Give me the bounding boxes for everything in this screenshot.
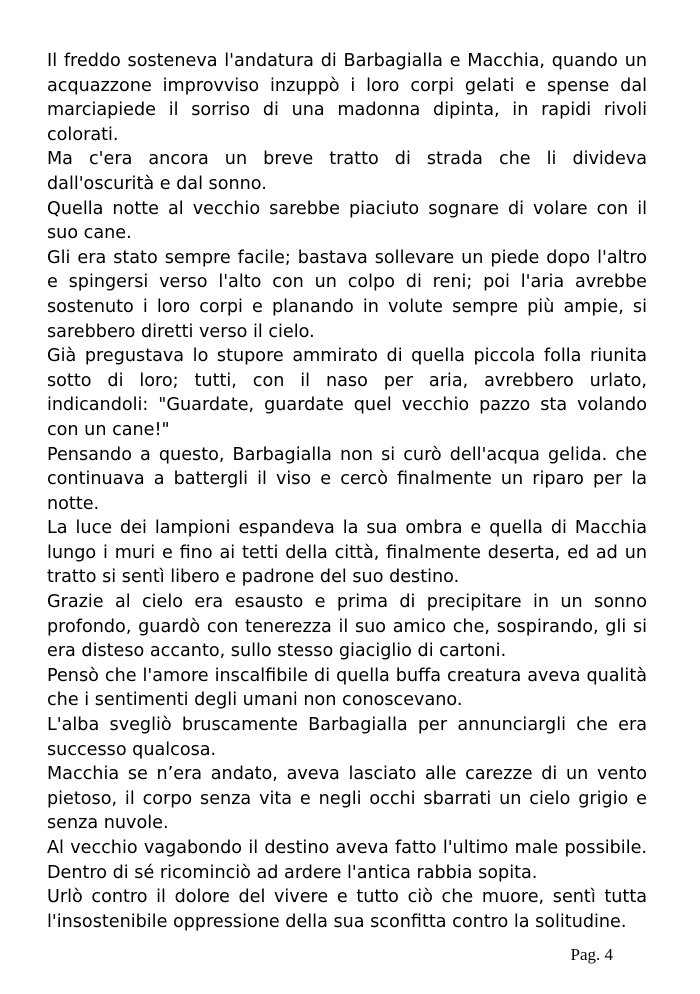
paragraph: Urlò contro il dolore del vivere e tutto ciò che muore, sentì tutta l'insostenibile oppressione della sua sconfitta contro la solitudine. — [47, 887, 647, 932]
paragraph: Già pregustava lo stupore ammirato di quella piccola folla riunita sotto di loro; tutti, con il naso per aria, avrebbero urlato, indicandoli: "Guardate, guardate quel vecchio pazzo sta volando con un cane!" — [47, 346, 647, 440]
paragraph: Gli era stato sempre facile; bastava sollevare un piede dopo l'altro e spingersi verso l'alto con un colpo di reni; poi l'aria avrebbe sostenuto i loro corpi e planando in volute sempre più ampie, si sarebbero diretti verso il cielo. — [47, 247, 647, 342]
paragraph: Ma c'era ancora un breve tratto di strada che li divideva dall'oscurità e dal sonno. — [47, 149, 647, 194]
paragraph: Al vecchio vagabondo il destino aveva fatto l'ultimo male possibile. Dentro di sé ricominciò ad ardere l'antica rabbia sopita. — [47, 838, 647, 883]
body-text — [47, 49, 647, 934]
paragraph: L'alba svegliò bruscamente Barbagialla per annunciargli che era successo qualcosa. — [47, 715, 647, 760]
paragraph: Pensò che l'amore inscalfibile di quella buffa creatura aveva qualità che i sentimenti degli umani non conoscevano. — [47, 665, 647, 711]
paragraph: Pensando a questo, Barbagialla non si curò dell'acqua gelida. che continuava a battergli il viso e cercò finalmente un riparo per la notte. — [47, 444, 647, 514]
paragraph: Macchia se n’era andato, aveva lasciato alle carezze di un vento pietoso, il corpo senza vita e negli occhi sbarrati un cielo grigio e senza nuvole. — [47, 764, 647, 834]
paragraph: Grazie al cielo era esausto e prima di precipitare in un sonno profondo, guardò con tenerezza il suo amico che, sospirando, gli si era disteso accanto, sullo stesso giaciglio di cartoni. — [47, 592, 647, 662]
paragraph: Quella notte al vecchio sarebbe piaciuto sognare di volare con il suo cane. — [47, 198, 647, 244]
page-number: Pag. 4 — [570, 945, 613, 964]
paragraph: La luce dei lampioni espandeva la sua ombra e quella di Macchia lungo i muri e fino ai tetti della città, finalmente deserta, ed ad un tratto si sentì libero e padrone del suo destino. — [47, 518, 647, 588]
paragraph: Il freddo sosteneva l'andatura di Barbagialla e Macchia, quando un acquazzone improvviso inzuppò i loro corpi gelati e spense dal marciapiede il sorriso di una madonna dipinta, in rapidi rivoli colorati. — [47, 51, 647, 145]
